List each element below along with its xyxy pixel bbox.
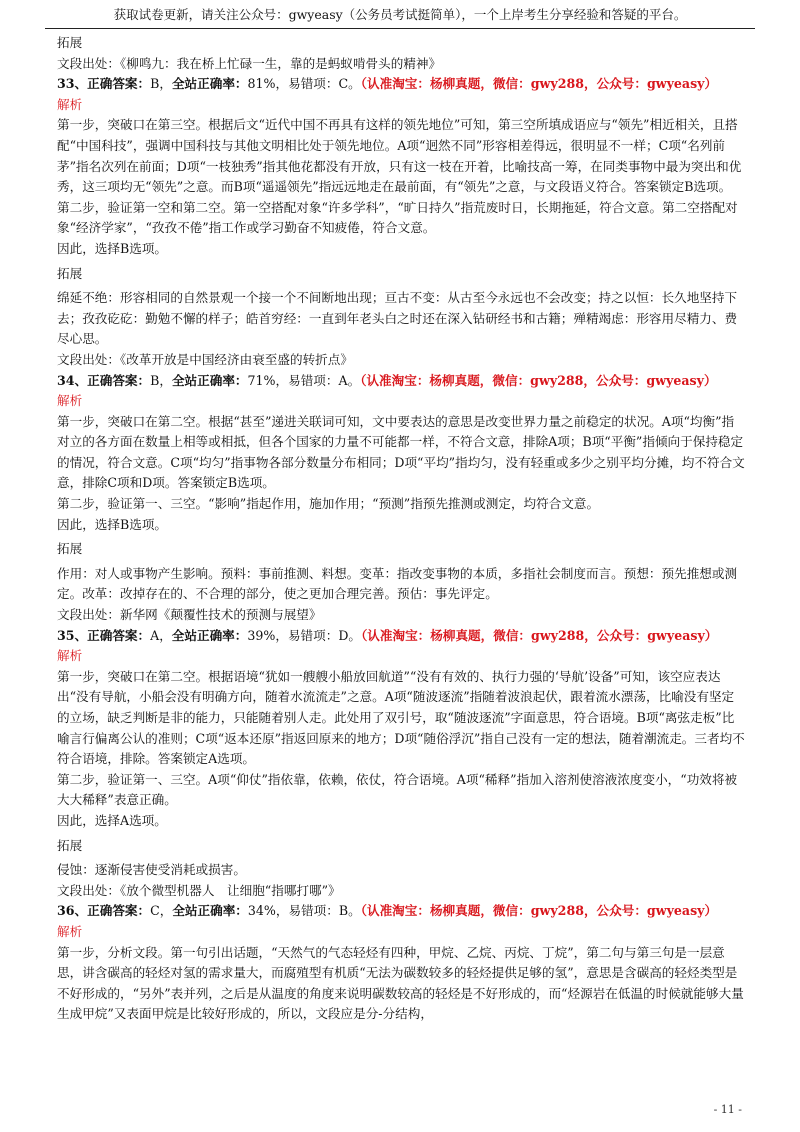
answer-value: B， (150, 76, 172, 92)
source-line: 文段出处：《放个微型机器人 让细胞“指哪打哪”》 (57, 882, 341, 898)
promo-text: （认准淘宝：杨柳真题，微信：gwy288，公众号：gwyeasy） (360, 76, 718, 92)
document-body (57, 33, 745, 1025)
answer-line-35 (57, 626, 745, 647)
question-number: 35、 (57, 627, 88, 643)
source-line: 文段出处：新华网《颠覆性技术的预测与展望》 (57, 607, 322, 623)
expand-heading: 拓展 (57, 35, 83, 50)
question-number: 33、 (57, 76, 88, 92)
analysis-paragraph: 第一步，突破口在第二空。根据语境“犹如一艘艘小船放回航道”“没有有效的、执行力强的‘导航’设备”可知，该空应表达出“没有导航，小船会没有明确方向，随着水流流走”之意。A项“随波逐流”指随着波浪起伏，跟着流水漂荡，比喻没有坚定的立场，缺乏判断是非的能力，只能随着别人走。此处用了双引号，取“随波逐流”字面意思，符合语境。B项“离弦走板”比喻言行偏离公认的准则；C项“返本还原”指返回原来的地方；D项“随俗浮沉”指自己没有一定的想法，随着潮流走。三者均不符合语境，排除。答案锁定A选项。 (57, 668, 745, 767)
analysis-paragraph: 第二步，验证第一、三空。“影响”指起作用，施加作用；“预测”指预先推测或测定，均符合文意。 (57, 496, 600, 512)
accuracy-label: 全站正确率： (172, 903, 248, 919)
accuracy-label: 全站正确率： (171, 372, 248, 388)
answer-line-36 (57, 901, 745, 922)
analysis-paragraph: 第二步，验证第一、三空。A项“仰仗”指依靠，依赖，依仗，符合语境。A项“稀释”指加入溶剂使溶液浓度变小，“功效将被大大稀释”表意正确。 (57, 771, 738, 808)
question-number: 34、 (57, 372, 88, 388)
analysis-heading: 解析 (57, 393, 83, 409)
expand-paragraph: 侵蚀：逐渐侵害使受消耗或损害。 (57, 862, 246, 878)
analysis-heading: 解析 (57, 923, 83, 939)
correct-answer-label: 正确答案： (87, 372, 151, 388)
analysis-paragraph: 第一步，分析文段。第一句引出话题，“天然气的气态轻烃有四种，甲烷、乙烷、丙烷、丁烷”，第二句与第三句是一层意思，讲含碳高的轻烃对氢的需求量大，而腐殖型有机质“无法为碳数较多的轻烃提供足够的氢”，意思是含碳高的轻烃类型是不好形成的，“另外”表并列，之后是从温度的角度来说明碳数较高的轻烃是不好形成的，而“烃源岩在低温的时候就能够大量生成甲烷”又表面甲烷是比较好形成的，所以，文段应是分-分结构， (57, 944, 744, 1022)
analysis-conclusion: 因此，选择B选项。 (57, 516, 168, 532)
promo-text: （认准淘宝：杨柳真题，微信：gwy288，公众号：gwyeasy） (360, 372, 717, 388)
accuracy-value: 81%，易错项：C。 (247, 76, 361, 92)
accuracy-label: 全站正确率： (171, 76, 248, 92)
analysis-paragraph: 第二步，验证第一空和第二空。第一空搭配对象“许多学科”，“旷日持久”指荒废时日，长期拖延，符合文意。第二空搭配对象“经济学家”，“孜孜不倦”指工作或学习勤奋不知疲倦，符合文意。 (57, 199, 738, 236)
expand-heading: 拓展 (57, 837, 83, 853)
answer-line-33 (57, 74, 745, 95)
analysis-heading: 解析 (57, 648, 83, 664)
source-line: 文段出处：《柳鸣九：我在桥上忙碌一生，靠的是蚂蚁啃骨头的精神》 (57, 55, 442, 71)
correct-answer-label: 正确答案： (87, 76, 151, 92)
page-number: - 11 - (713, 1103, 742, 1116)
answer-value: C， (150, 903, 173, 919)
analysis-conclusion: 因此，选择B选项。 (57, 240, 168, 256)
expand-heading: 拓展 (57, 265, 83, 281)
header-divider (45, 28, 755, 29)
accuracy-value: 39%，易错项：D。 (247, 627, 362, 643)
analysis-heading: 解析 (57, 96, 83, 112)
expand-paragraph: 作用：对人或事物产生影响。预料：事前推测、料想。变革：指改变事物的本质，多指社会制度而言。预想：预先推想或测定。改革：改掉存在的、不合理的部分，使之更加合理完善。预估：事先评定。 (57, 565, 738, 602)
promo-text: （认准淘宝：杨柳真题，微信：gwy288，公众号：gwyeasy） (361, 627, 718, 643)
analysis-paragraph: 第一步，突破口在第三空。根据后文“近代中国不再具有这样的领先地位”可知，第三空所填成语应与“领先”相近相关，且搭配“中国科技”，强调中国科技与其他文明相比处于领先地位。A项“迥然不同”形容相差得远，很明显不一样；C项“名列前茅”指名次列在前面；D项“一枝独秀”指其他花都没有开放，只有这一枝在开着，比喻技高一筹，在同类事物中最为突出和优秀，这三项均无“领先”之意。而B项“遥遥领先”指远远地走在最前面，有“领先”之意，与文段语义符合。答案锁定B选项。 (57, 117, 742, 195)
promo-text: （认准淘宝：杨柳真题，微信：gwy288，公众号：gwyeasy） (360, 903, 718, 919)
accuracy-value: 34%，易错项：B。 (247, 903, 361, 919)
answer-line-34 (57, 371, 745, 392)
expand-paragraph: 绵延不绝：形容相同的自然景观一个接一个不间断地出现；亘古不变：从古至今永远也不会改变；持之以恒：长久地坚持下去；孜孜矻矻：勤勉不懈的样子；皓首穷经：一直到年老头白之时还在深入钻研经书和古籍；殚精竭虑：形容用尽精力、费尽心思。 (57, 290, 738, 347)
correct-answer-label: 正确答案： (87, 903, 151, 919)
expand-heading: 拓展 (57, 541, 83, 557)
analysis-paragraph: 第一步，突破口在第二空。根据“甚至”递进关联词可知，文中要表达的意思是改变世界力量之前稳定的状况。A项“均衡”指对立的各方面在数量上相等或相抵，但各个国家的力量不可能都一样，不符合文意，排除A项；B项“平衡”指倾向于保持稳定的情况，符合文意。C项“均匀”指事物各部分数量分布相同；D项“平均”指均匀，没有轻重或多少之别平均分摊，均不符合文意，排除C项和D项。答案锁定B选项。 (57, 413, 745, 491)
accuracy-value: 71%，易错项：A。 (247, 372, 361, 388)
question-number: 36、 (57, 903, 88, 919)
answer-value: A， (150, 627, 172, 643)
accuracy-label: 全站正确率： (171, 627, 248, 643)
source-line: 文段出处：《改革开放是中国经济由衰至盛的转折点》 (57, 351, 353, 367)
analysis-conclusion: 因此，选择A选项。 (57, 812, 167, 828)
answer-value: B， (150, 372, 172, 388)
page-header: 获取试卷更新，请关注公众号：gwyeasy（公务员考试挺简单），一个上岸考生分享经验和答疑的平台。 (113, 7, 687, 22)
correct-answer-label: 正确答案： (87, 627, 151, 643)
